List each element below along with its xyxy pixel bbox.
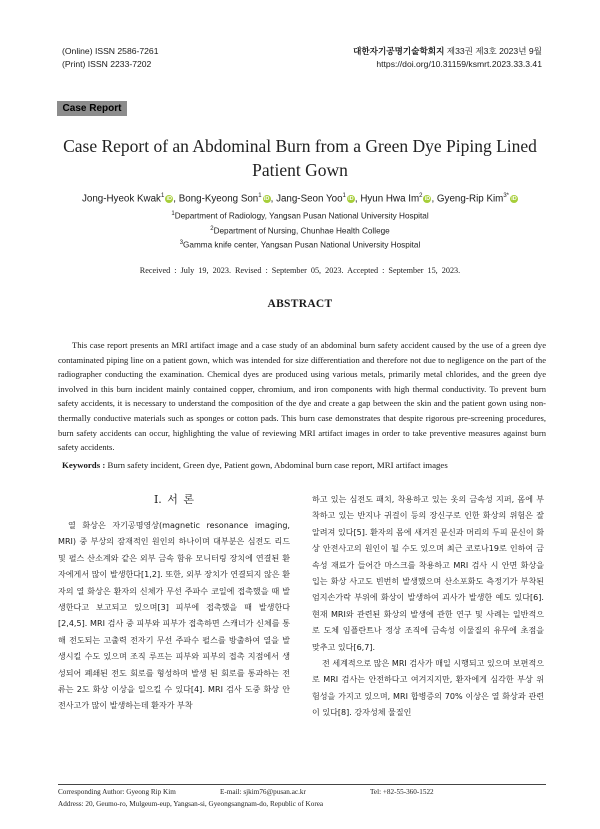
telephone: Tel: +82-55-360-1522 [370, 788, 434, 796]
keywords-label: Keywords : [62, 460, 106, 470]
keywords-list: Burn safety incident, Green dye, Patient gown, Abdominal burn case report, MRI artifact images [105, 460, 448, 470]
section-heading: Ⅰ. 서 론 [153, 493, 195, 506]
author: Jong-Hyeok Kwak [81, 193, 161, 205]
orcid-icon[interactable]: iD [348, 195, 354, 202]
author: Bong-Kyeong Son [178, 193, 259, 205]
author: Hyun Hwa Im [360, 193, 420, 205]
article-title: Case Report of an Abdominal Burn from a Green Dye Piping Lined Patient Gown [63, 136, 537, 180]
affiliations [40, 208, 560, 252]
corresponding-author: Corresponding Author: Gyeong Rip Kim [58, 788, 176, 796]
abstract-heading: ABSTRACT [267, 298, 333, 310]
orcid-icon[interactable]: iD [424, 195, 431, 202]
author-list: Jong-Hyeok Kwak$^1$ iD, Bong-Kyeong Son$^1$ iD, Jang-Seon Yoo$^1$ iD, Hyun Hwa Im$^2$ iD, Gyeng-Rip Kim$^{3*}$ iD [81, 193, 517, 205]
body-paragraph: 전 세계적으로 많은 MRI 검사가 매일 시행되고 있으며 보편적으로 MRI 검사는 안전하다고 여겨지지만, 환자에게 심각한 부상 위험성을 가지고 있으며, MRI 합병증의 70% 이상은 열 화상과 관련이 있다[8]. 강자성체 물질인 [312, 659, 544, 718]
orcid-icon[interactable]: iD [166, 195, 173, 202]
body-paragraph: 하고 있는 심전도 패치, 착용하고 있는 옷의 금속성 지퍼, 몸에 부착하고 있는 반지나 귀걸이 등의 장신구로 인한 화상의 위험은 잘 알려져 있다[5]. 환자의 몸에 새겨진 문신과 머리의 두피 문신이 화상 안전사고의 원인이 될 수도 있으며 최근 코로나19로 인하여 금속성 재료가 들어간 마스크를 착용하고 MRI 검사 시 안면 화상을 입는 화상 사고도 빈번히 발생했으며 산소포화도 측정기가 부착된 엄지손가락 부위에 화상이 발생하여 괴사가 발생한 예도 있다[6]. 현재 MRI와 관련된 화상의 발생에 관한 연구 및 사례는 일반적으로 도체 임플란트나 정상 조직에 금속성 이물질의 유무에 초점을 맞추고 있다[6,7]. [312, 495, 544, 652]
affiliation: $^3$Gamma knife center, Yangsan Pusan National University Hospital [179, 240, 421, 251]
doi-link[interactable]: https://doi.org/10.31159/ksmrt.2023.33.3.41 [376, 59, 542, 69]
volume-info: 제33권 제3호 2023년 9월 [444, 46, 542, 56]
issn-online: (Online) ISSN 2586-7261 [62, 46, 159, 56]
keywords-line [62, 460, 542, 470]
address-line: Address: 20, Geumo-ro, Mulgeum-eup, Yangsan-si, Gyeongsangnam-do, Republic of Korea [58, 800, 324, 808]
issn-print: (Print) ISSN 2233-7202 [62, 59, 152, 69]
correspondence-line [58, 788, 546, 796]
body-paragraph: 열 화상은 자기공명영상(magnetic resonance imaging, MRI) 중 부상의 잠재적인 원인의 하나이며 대부분은 심전도 리드 및 펄스 산소계와 같은 외부 금속 함유 모니터링 장치에 연결된 환자에게서 많이 발생한다[1,2]. 또한, 외부 장치가 연결되지 않은 환자의 열 화상은 환자의 신체가 무선 주파수 코일에 접촉했을 때 발생한다고 보고되고 있으며[3] 피부에 접촉했을 때 발생한다[2,4,5]. MRI 검사 중 피부와 피부가 접촉하면 스캐너가 신체를 통해 전도되는 고출력 전자기 무선 주파수 펄스를 방출하여 열을 발생시킬 수도 있으며 조직 루프는 피부와 피부의 접촉 지점에서 생성되어 폐쇄된 전도 회로를 형성하며 발생 된 회로를 통과하는 전류는 2도 화상 이상을 일으킬 수 있다[4]. MRI 검사 도중 화상 안전사고가 많이 발생하는데 환자가 부착 [58, 521, 290, 711]
article-type-badge: Case Report [57, 101, 127, 116]
author: Gyeng-Rip Kim [436, 193, 504, 205]
affiliation: $^2$Department of Nursing, Chunhae Health College [210, 225, 390, 236]
orcid-icon[interactable]: iD [263, 195, 270, 202]
author: Jang-Seon Yoo [276, 193, 343, 205]
journal-info [353, 45, 542, 71]
body-column-right [312, 492, 544, 722]
received-dates: Received : July 19, 2023. Revised : September 05, 2023. Accepted : September 15, 2023. [139, 266, 461, 275]
email[interactable]: E-mail: sjkim76@pusan.ac.kr [220, 788, 306, 796]
body-column-left [58, 492, 290, 715]
orcid-icon[interactable]: iD [511, 195, 517, 202]
footer-divider [58, 784, 546, 785]
abstract-text: This case report presents an MRI artifact image and a case study of an abdominal burn safety accident caused by the use of a green dye contaminated piping line on a patient gown, which was intended for size differentiation and therefore not due to negligence on the part of the radiographer conducting the examination. Chemical dyes are produced using various metals, primarily metal chlorides, and the green dye involved in this burn incident mainly contained copper, chromium, and iron components with high thermal conductivity. To prevent burn safety accidents, it is necessary to understand the composition of the dye and create a gap between the skin and the patient gown using non-thermally conductive materials such as sponges or cotton pads. This burn case demonstrates that despite rigorous pre-screening procedures, burn safety accidents can occur, highlighting the value of reviewing MRI artifact images in order to take preventive measures against burn safety accidents. [58, 340, 546, 453]
journal-name: 대한자기공명기술학회지 [353, 46, 445, 56]
issn-block [62, 45, 159, 71]
affiliation: $^1$Department of Radiology, Yangsan Pusan National University Hospital [171, 211, 429, 221]
